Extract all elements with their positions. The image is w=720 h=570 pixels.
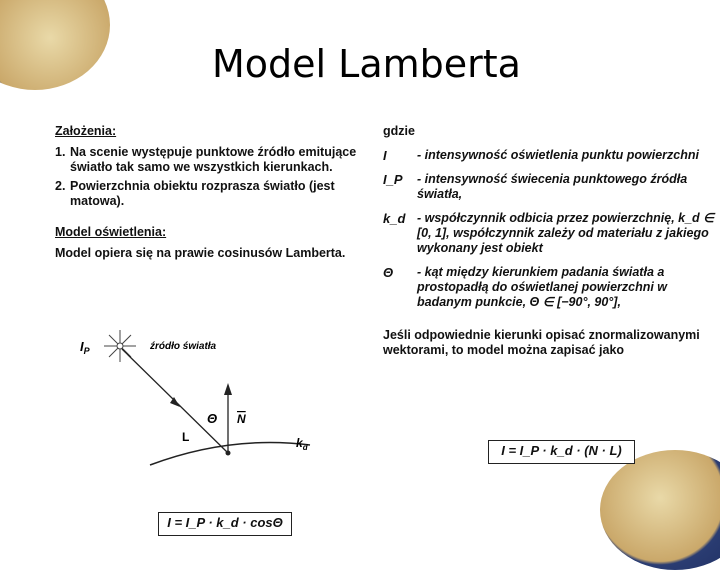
definition-row <box>383 211 718 256</box>
n-label: N <box>237 412 246 426</box>
conclusion-text: Jeśli odpowiednie kierunki opisać znormalizowanymi wektorami, to model można zapisać jako <box>383 328 700 357</box>
formula-cos: I = I_P · k_d · cosΘ <box>167 515 283 530</box>
definition-text: - współczynnik odbicia przez powierzchnię, k_d ∈ [0, 1], współczynnik zależy od materiału z jakiego wykonany jest obiekt <box>417 211 715 255</box>
formula-box-dot <box>488 440 635 464</box>
where-label: gdzie <box>383 124 415 138</box>
definition-row <box>383 148 718 163</box>
left-column <box>55 124 370 261</box>
definition-symbol: I <box>383 148 387 163</box>
list-text: Na scenie występuje punktowe źródło emitujące światło tak samo we wszystkich kierunkach. <box>70 145 357 174</box>
definition-symbol: I_P <box>383 172 403 187</box>
definition-symbol: Θ <box>383 265 394 280</box>
assumptions-heading: Założenia: <box>55 124 117 138</box>
ray-arrow <box>170 397 180 407</box>
kd-label: $k_d$ <box>296 436 308 452</box>
list-item <box>55 179 370 209</box>
ip-label: $I_P$ <box>80 339 90 356</box>
normal-arrowhead <box>224 383 232 395</box>
theta-label: Θ <box>207 411 218 426</box>
list-number: 2. <box>55 179 66 193</box>
definition-text: - intensywność świecenia punktowego źródła światła, <box>417 172 688 201</box>
l-label: L <box>182 430 190 444</box>
list-item <box>55 145 370 175</box>
model-heading: Model oświetlenia: <box>55 225 167 239</box>
formula-dot: I = I_P · k_d · (N · L) <box>501 443 622 458</box>
decorative-corner-top-left <box>0 0 110 90</box>
definition-text: - intensywność oświetlenia punktu powierzchni <box>417 148 699 162</box>
definition-symbol: k_d <box>383 211 406 226</box>
decorative-corner-bottom-right <box>600 450 720 570</box>
source-label: źródło światła <box>150 341 217 352</box>
list-text: Powierzchnia obiektu rozprasza światło (jest matowa). <box>70 179 335 208</box>
definition-row <box>383 265 718 310</box>
model-text: Model opiera się na prawie cosinusów Lamberta. <box>55 246 346 260</box>
definition-row <box>383 172 718 202</box>
lambert-diagram <box>70 315 350 475</box>
definition-text: - kąt między kierunkiem padania światła a prostopadłą do oświetlanej powierzchni w badanym punkcie, Θ ∈ [−90°, 90°], <box>417 265 668 309</box>
slide-title: Model Lamberta <box>212 42 521 86</box>
right-column <box>383 124 718 358</box>
formula-box-cos <box>158 512 292 536</box>
list-number: 1. <box>55 145 66 159</box>
